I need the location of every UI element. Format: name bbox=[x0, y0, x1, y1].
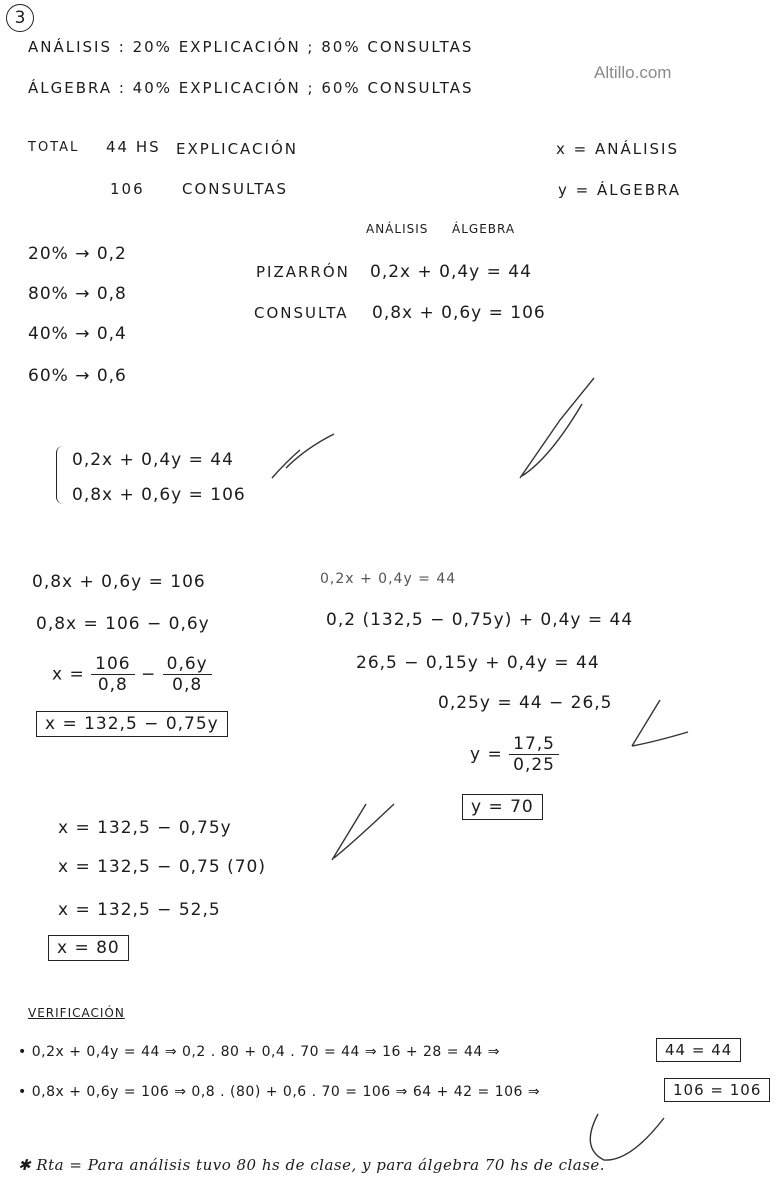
right-step-3: 26,5 − 0,15y + 0,4y = 44 bbox=[356, 653, 600, 673]
problem-number: 3 bbox=[6, 4, 34, 32]
right-step-5-lhs: y = bbox=[470, 744, 503, 765]
x-step-3: x = 132,5 − 52,5 bbox=[58, 900, 221, 920]
x-step-1: x = 132,5 − 0,75y bbox=[58, 818, 232, 838]
final-answer: ✱ Rta = Para análisis tuvo 80 hs de clase, y para álgebra 70 hs de clase. bbox=[18, 1156, 606, 1174]
check-mark-table bbox=[520, 378, 594, 478]
left-step-3-lhs: x = bbox=[52, 664, 85, 685]
check-mark-system bbox=[272, 434, 334, 478]
right-step-2: 0,2 (132,5 − 0,75y) + 0,4y = 44 bbox=[326, 610, 634, 630]
explicacion-label: EXPLICACIÓN bbox=[176, 140, 298, 158]
watermark: Altillo.com bbox=[594, 63, 672, 82]
left-step-3-minus: − bbox=[140, 664, 157, 685]
analisis-percent-line: ANÁLISIS : 20% EXPLICACIÓN ; 80% CONSULTAS bbox=[28, 38, 474, 56]
total-hours-explicacion: 44 HS bbox=[106, 138, 161, 156]
check-mark-answer bbox=[590, 1114, 664, 1160]
system-equation-2: 0,8x + 0,6y = 106 bbox=[72, 485, 246, 505]
x-expression-boxed: x = 132,5 − 0,75y bbox=[36, 711, 228, 737]
column-header-algebra: ÁLGEBRA bbox=[452, 222, 516, 236]
verification-line-1: • 0,2x + 0,4y = 44 ⇒ 0,2 . 80 + 0,4 . 70 = 44 ⇒ 16 + 28 = 44 ⇒ bbox=[18, 1044, 500, 1060]
verification-line-2: • 0,8x + 0,6y = 106 ⇒ 0,8 . (80) + 0,6 . 70 = 106 ⇒ 64 + 42 = 106 ⇒ bbox=[18, 1084, 541, 1100]
consultas-label: CONSULTAS bbox=[182, 180, 289, 198]
fraction-106-over-08: $\frac{106}{0,8}$ bbox=[91, 654, 134, 695]
check-mark-x bbox=[332, 804, 394, 860]
verification-result-2: 106 = 106 bbox=[664, 1078, 770, 1102]
check-mark-y bbox=[632, 700, 688, 746]
row-label-pizarron: PIZARRÓN bbox=[256, 263, 350, 281]
conversion-60: 60% → 0,6 bbox=[28, 366, 127, 386]
total-hours-consultas: 106 bbox=[110, 180, 145, 198]
fraction-175-over-025: $\frac{17,5}{0,25}$ bbox=[509, 734, 559, 775]
y-variable-definition: y = ÁLGEBRA bbox=[558, 181, 682, 199]
conversion-40: 40% → 0,4 bbox=[28, 324, 127, 344]
row-equation-consulta: 0,8x + 0,6y = 106 bbox=[372, 303, 546, 323]
x-result-boxed: x = 80 bbox=[48, 935, 129, 961]
right-step-4: 0,25y = 44 − 26,5 bbox=[438, 693, 613, 713]
column-header-analisis: ANÁLISIS bbox=[366, 222, 429, 236]
fraction-06y-over-08: $\frac{0,6y}{0,8}$ bbox=[163, 654, 212, 695]
left-step-2: 0,8x = 106 − 0,6y bbox=[36, 614, 210, 634]
conversion-80: 80% → 0,8 bbox=[28, 284, 127, 304]
right-step-1: 0,2x + 0,4y = 44 bbox=[320, 571, 457, 587]
x-variable-definition: x = ANÁLISIS bbox=[556, 140, 679, 158]
left-step-1: 0,8x + 0,6y = 106 bbox=[32, 572, 206, 592]
conversion-20: 20% → 0,2 bbox=[28, 244, 127, 264]
verification-result-1: 44 = 44 bbox=[656, 1038, 741, 1062]
verification-title: VERIFICACIÓN bbox=[28, 1006, 125, 1020]
total-label: TOTAL bbox=[28, 140, 80, 155]
y-result-boxed: y = 70 bbox=[462, 794, 543, 820]
system-equation-1: 0,2x + 0,4y = 44 bbox=[72, 450, 234, 470]
row-label-consulta: CONSULTA bbox=[254, 304, 349, 322]
row-equation-pizarron: 0,2x + 0,4y = 44 bbox=[370, 262, 532, 282]
algebra-percent-line: ÁLGEBRA : 40% EXPLICACIÓN ; 60% CONSULTAS bbox=[28, 79, 474, 97]
x-step-2: x = 132,5 − 0,75 (70) bbox=[58, 857, 266, 877]
